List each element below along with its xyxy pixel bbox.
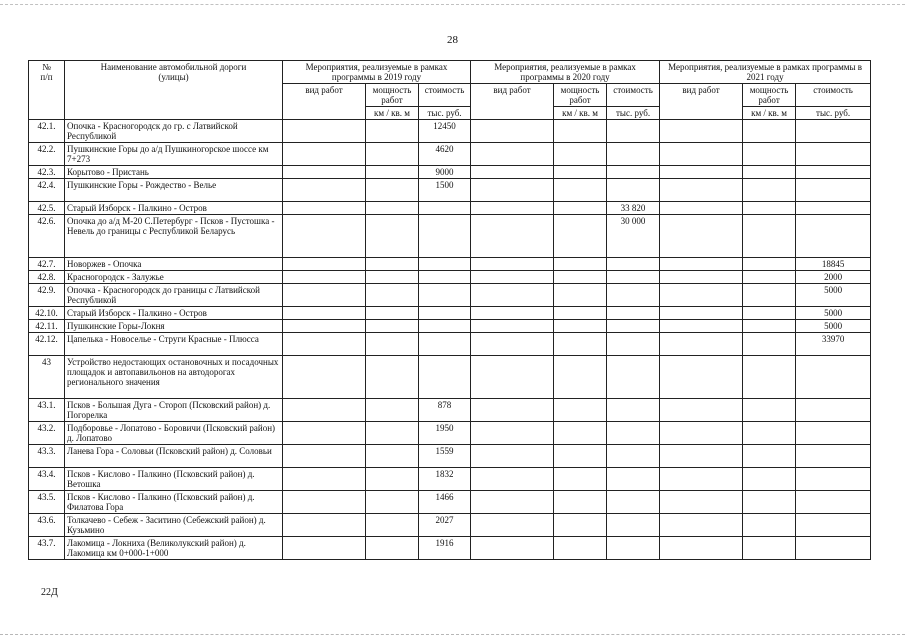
scan-edge-bottom [0, 634, 905, 635]
cell-cost-2020 [607, 179, 660, 202]
table-row [29, 422, 871, 445]
cell-capacity-2019 [366, 399, 419, 422]
cell-road-name: Новоржев - Опочка [65, 258, 283, 271]
unit-cost-2019: тыс. руб. [419, 107, 471, 120]
cell-capacity-2019 [366, 258, 419, 271]
cell-cost-2021 [796, 468, 871, 491]
cell-work-type-2020 [471, 333, 554, 356]
cell-road-name: Старый Изборск - Палкино - Остров [65, 307, 283, 320]
cell-capacity-2021 [743, 491, 796, 514]
cell-num: 43.3. [29, 445, 65, 468]
cell-cost-2019: 1466 [419, 491, 471, 514]
cell-capacity-2021 [743, 166, 796, 179]
cell-cost-2021 [796, 514, 871, 537]
table-row [29, 143, 871, 166]
cell-work-type-2021 [660, 445, 743, 468]
cell-road-name: Толкачево - Себеж - Заситино (Себежский район) д. Кузьмино [65, 514, 283, 537]
header-cost-2021: стоимость [796, 84, 871, 107]
cell-cost-2019: 1832 [419, 468, 471, 491]
table-row [29, 399, 871, 422]
cell-cost-2019 [419, 307, 471, 320]
cell-cost-2021 [796, 202, 871, 215]
cell-road-name: Корытово - Пристань [65, 166, 283, 179]
cell-road-name: Псков - Большая Дуга - Стороп (Псковский район) д. Погорелка [65, 399, 283, 422]
cell-work-type-2020 [471, 356, 554, 399]
cell-capacity-2021 [743, 202, 796, 215]
cell-work-type-2020 [471, 143, 554, 166]
cell-road-name: Опочка - Красногородск до гр. с Латвийской Республикой [65, 120, 283, 143]
cell-num: 43.7. [29, 537, 65, 560]
cell-cost-2020 [607, 445, 660, 468]
cell-cost-2020 [607, 284, 660, 307]
cell-cost-2021 [796, 179, 871, 202]
cell-capacity-2021 [743, 215, 796, 258]
table-row [29, 271, 871, 284]
cell-work-type-2021 [660, 202, 743, 215]
cell-capacity-2019 [366, 215, 419, 258]
header-group-2019: Мероприятия, реализуемые в рамках программы в 2019 году [283, 61, 471, 84]
cell-work-type-2020 [471, 271, 554, 284]
cell-cost-2021 [796, 445, 871, 468]
cell-road-name: Красногородск - Залужье [65, 271, 283, 284]
cell-capacity-2019 [366, 468, 419, 491]
cell-work-type-2019 [283, 202, 366, 215]
cell-capacity-2020 [554, 399, 607, 422]
cell-road-name: Пушкинские Горы - Рождество - Велье [65, 179, 283, 202]
cell-cost-2021: 5000 [796, 320, 871, 333]
cell-capacity-2019 [366, 307, 419, 320]
cell-work-type-2019 [283, 356, 366, 399]
unit-capacity-2019: км / кв. м [366, 107, 419, 120]
header-work-type-2019: вид работ [283, 84, 366, 120]
cell-cost-2019: 1916 [419, 537, 471, 560]
cell-work-type-2019 [283, 307, 366, 320]
cell-num: 43.1. [29, 399, 65, 422]
cell-cost-2020 [607, 271, 660, 284]
cell-cost-2019: 878 [419, 399, 471, 422]
cell-cost-2020 [607, 356, 660, 399]
cell-road-name: Подборовье - Лопатово - Боровичи (Псковский район) д. Лопатово [65, 422, 283, 445]
cell-road-name: Опочка до а/д М-20 С.Петербург - Псков - Пустошка - Невель до границы с Республикой Беларусь [65, 215, 283, 258]
cell-cost-2021 [796, 143, 871, 166]
cell-capacity-2021 [743, 258, 796, 271]
cell-num: 42.5. [29, 202, 65, 215]
cell-work-type-2019 [283, 320, 366, 333]
cell-road-name: Псков - Кислово - Палкино (Псковский район) д. Филатова Гора [65, 491, 283, 514]
cell-num: 42.9. [29, 284, 65, 307]
cell-work-type-2021 [660, 215, 743, 258]
cell-capacity-2020 [554, 271, 607, 284]
cell-cost-2019 [419, 202, 471, 215]
cell-work-type-2020 [471, 166, 554, 179]
cell-cost-2021 [796, 215, 871, 258]
cell-work-type-2020 [471, 399, 554, 422]
cell-capacity-2020 [554, 320, 607, 333]
header-work-type-2020: вид работ [471, 84, 554, 120]
cell-cost-2020 [607, 537, 660, 560]
cell-work-type-2021 [660, 307, 743, 320]
cell-capacity-2021 [743, 356, 796, 399]
cell-work-type-2019 [283, 166, 366, 179]
header-capacity-2020: мощность работ [554, 84, 607, 107]
cell-capacity-2020 [554, 468, 607, 491]
cell-work-type-2019 [283, 284, 366, 307]
cell-num: 42.2. [29, 143, 65, 166]
cell-work-type-2019 [283, 271, 366, 284]
cell-work-type-2021 [660, 258, 743, 271]
cell-road-name: Псков - Кислово - Палкино (Псковский район) д. Ветошка [65, 468, 283, 491]
cell-work-type-2019 [283, 514, 366, 537]
cell-work-type-2020 [471, 537, 554, 560]
cell-capacity-2019 [366, 120, 419, 143]
cell-capacity-2020 [554, 258, 607, 271]
cell-capacity-2019 [366, 179, 419, 202]
cell-road-name: Ланева Гора - Соловьи (Псковский район) д. Соловьи [65, 445, 283, 468]
cell-capacity-2020 [554, 356, 607, 399]
cell-capacity-2020 [554, 202, 607, 215]
cell-work-type-2021 [660, 166, 743, 179]
cell-capacity-2021 [743, 422, 796, 445]
cell-num: 43.4. [29, 468, 65, 491]
cell-capacity-2021 [743, 333, 796, 356]
table-row [29, 284, 871, 307]
cell-num: 42.12. [29, 333, 65, 356]
header-group-2021: Мероприятия, реализуемые в рамках программы в 2021 году [660, 61, 871, 84]
cell-num: 42.6. [29, 215, 65, 258]
unit-cost-2021: тыс. руб. [796, 107, 871, 120]
cell-capacity-2021 [743, 307, 796, 320]
table-body [29, 120, 871, 560]
table-row [29, 537, 871, 560]
cell-capacity-2019 [366, 320, 419, 333]
cell-capacity-2021 [743, 399, 796, 422]
cell-road-name: Лакомица - Локниха (Великолукский район) д. Лакомица км 0+000-1+000 [65, 537, 283, 560]
cell-capacity-2020 [554, 422, 607, 445]
page-number: 28 [447, 34, 458, 46]
cell-work-type-2021 [660, 271, 743, 284]
header-row-groups [29, 61, 871, 84]
cell-capacity-2019 [366, 271, 419, 284]
cell-cost-2019: 9000 [419, 166, 471, 179]
cell-road-name: Цапелька - Новоселье - Струги Красные - Плюсса [65, 333, 283, 356]
cell-cost-2021: 2000 [796, 271, 871, 284]
cell-work-type-2020 [471, 445, 554, 468]
cell-work-type-2021 [660, 333, 743, 356]
cell-capacity-2020 [554, 514, 607, 537]
cell-road-name: Пушкинские Горы до а/д Пушкиногорское шоссе км 7+273 [65, 143, 283, 166]
cell-cost-2020: 30 000 [607, 215, 660, 258]
cell-cost-2021 [796, 356, 871, 399]
cell-cost-2021: 5000 [796, 284, 871, 307]
cell-cost-2020 [607, 514, 660, 537]
header-road-name: Наименование автомобильной дороги (улицы) [65, 61, 283, 120]
cell-capacity-2019 [366, 514, 419, 537]
cell-cost-2020: 33 820 [607, 202, 660, 215]
cell-num: 43.5. [29, 491, 65, 514]
cell-road-name: Пушкинские Горы-Локня [65, 320, 283, 333]
cell-cost-2020 [607, 422, 660, 445]
header-num: № п/п [29, 61, 65, 120]
cell-work-type-2019 [283, 333, 366, 356]
cell-work-type-2020 [471, 120, 554, 143]
cell-work-type-2019 [283, 445, 366, 468]
cell-work-type-2021 [660, 537, 743, 560]
unit-cost-2020: тыс. руб. [607, 107, 660, 120]
cell-capacity-2020 [554, 215, 607, 258]
cell-work-type-2021 [660, 179, 743, 202]
cell-work-type-2021 [660, 143, 743, 166]
cell-capacity-2021 [743, 445, 796, 468]
cell-cost-2019 [419, 258, 471, 271]
cell-work-type-2021 [660, 320, 743, 333]
cell-work-type-2020 [471, 491, 554, 514]
cell-work-type-2019 [283, 258, 366, 271]
cell-work-type-2020 [471, 284, 554, 307]
table-row [29, 491, 871, 514]
table-row [29, 215, 871, 258]
cell-road-name: Устройство недостающих остановочных и посадочных площадок и автопавильонов на автодорогах регионального значения [65, 356, 283, 399]
cell-work-type-2019 [283, 537, 366, 560]
cell-num: 42.10. [29, 307, 65, 320]
cell-capacity-2020 [554, 166, 607, 179]
scan-edge-top [0, 4, 905, 5]
cell-work-type-2019 [283, 179, 366, 202]
cell-cost-2019: 2027 [419, 514, 471, 537]
cell-capacity-2019 [366, 202, 419, 215]
cell-capacity-2021 [743, 284, 796, 307]
cell-capacity-2020 [554, 120, 607, 143]
cell-num: 42.7. [29, 258, 65, 271]
cell-work-type-2019 [283, 422, 366, 445]
cell-cost-2020 [607, 120, 660, 143]
cell-cost-2020 [607, 166, 660, 179]
cell-cost-2021 [796, 399, 871, 422]
cell-cost-2019 [419, 215, 471, 258]
table-row [29, 120, 871, 143]
table-row [29, 179, 871, 202]
cell-cost-2020 [607, 307, 660, 320]
cell-work-type-2019 [283, 215, 366, 258]
cell-capacity-2019 [366, 284, 419, 307]
table-row [29, 166, 871, 179]
cell-capacity-2020 [554, 307, 607, 320]
cell-work-type-2020 [471, 514, 554, 537]
cell-cost-2019: 1950 [419, 422, 471, 445]
cell-capacity-2019 [366, 143, 419, 166]
cell-cost-2019: 1500 [419, 179, 471, 202]
cell-capacity-2020 [554, 491, 607, 514]
header-capacity-2021: мощность работ [743, 84, 796, 107]
cell-capacity-2020 [554, 284, 607, 307]
cell-cost-2021 [796, 422, 871, 445]
cell-work-type-2020 [471, 215, 554, 258]
cell-cost-2021: 18845 [796, 258, 871, 271]
cell-cost-2020 [607, 399, 660, 422]
header-work-type-2021: вид работ [660, 84, 743, 120]
cell-work-type-2020 [471, 422, 554, 445]
cell-cost-2019 [419, 333, 471, 356]
cell-capacity-2019 [366, 356, 419, 399]
cell-work-type-2020 [471, 307, 554, 320]
cell-cost-2021 [796, 491, 871, 514]
cell-capacity-2021 [743, 271, 796, 284]
cell-work-type-2020 [471, 320, 554, 333]
cell-work-type-2020 [471, 468, 554, 491]
header-cost-2020: стоимость [607, 84, 660, 107]
cell-cost-2020 [607, 320, 660, 333]
cell-work-type-2021 [660, 468, 743, 491]
roads-table [28, 60, 871, 560]
cell-cost-2019: 1559 [419, 445, 471, 468]
cell-num: 42.11. [29, 320, 65, 333]
cell-num: 42.4. [29, 179, 65, 202]
table-row [29, 356, 871, 399]
header-capacity-2019: мощность работ [366, 84, 419, 107]
table-row [29, 333, 871, 356]
cell-road-name: Старый Изборск - Палкино - Остров [65, 202, 283, 215]
table-row [29, 468, 871, 491]
unit-capacity-2021: км / кв. м [743, 107, 796, 120]
table-row [29, 514, 871, 537]
cell-work-type-2021 [660, 284, 743, 307]
cell-capacity-2021 [743, 179, 796, 202]
header-cost-2019: стоимость [419, 84, 471, 107]
table-row [29, 258, 871, 271]
cell-capacity-2020 [554, 143, 607, 166]
table-row [29, 320, 871, 333]
cell-capacity-2020 [554, 333, 607, 356]
cell-work-type-2020 [471, 258, 554, 271]
cell-work-type-2019 [283, 491, 366, 514]
cell-capacity-2021 [743, 468, 796, 491]
cell-capacity-2020 [554, 537, 607, 560]
cell-capacity-2021 [743, 120, 796, 143]
footer-code: 22Д [41, 587, 58, 598]
cell-capacity-2020 [554, 179, 607, 202]
cell-capacity-2021 [743, 143, 796, 166]
cell-capacity-2021 [743, 514, 796, 537]
cell-cost-2020 [607, 468, 660, 491]
cell-cost-2021: 33970 [796, 333, 871, 356]
cell-num: 42.8. [29, 271, 65, 284]
cell-cost-2020 [607, 333, 660, 356]
cell-capacity-2019 [366, 166, 419, 179]
table-row [29, 202, 871, 215]
cell-cost-2021 [796, 120, 871, 143]
cell-num: 42.3. [29, 166, 65, 179]
cell-cost-2021 [796, 166, 871, 179]
cell-cost-2020 [607, 491, 660, 514]
cell-cost-2021 [796, 537, 871, 560]
unit-capacity-2020: км / кв. м [554, 107, 607, 120]
cell-work-type-2019 [283, 468, 366, 491]
cell-capacity-2019 [366, 422, 419, 445]
cell-cost-2019 [419, 320, 471, 333]
cell-num: 43.2. [29, 422, 65, 445]
table-row [29, 445, 871, 468]
header-group-2020: Мероприятия, реализуемые в рамках программы в 2020 году [471, 61, 660, 84]
cell-cost-2019 [419, 271, 471, 284]
cell-work-type-2021 [660, 399, 743, 422]
cell-capacity-2019 [366, 537, 419, 560]
cell-road-name: Опочка - Красногородск до границы с Латвийской Республикой [65, 284, 283, 307]
cell-work-type-2019 [283, 143, 366, 166]
cell-work-type-2020 [471, 202, 554, 215]
cell-work-type-2021 [660, 120, 743, 143]
cell-work-type-2021 [660, 514, 743, 537]
cell-cost-2020 [607, 143, 660, 166]
cell-num: 43 [29, 356, 65, 399]
cell-capacity-2019 [366, 491, 419, 514]
cell-cost-2019: 4620 [419, 143, 471, 166]
cell-work-type-2019 [283, 120, 366, 143]
cell-capacity-2021 [743, 320, 796, 333]
cell-cost-2021: 5000 [796, 307, 871, 320]
cell-cost-2019 [419, 284, 471, 307]
cell-capacity-2021 [743, 537, 796, 560]
cell-work-type-2019 [283, 399, 366, 422]
cell-work-type-2021 [660, 491, 743, 514]
cell-cost-2019: 12450 [419, 120, 471, 143]
cell-work-type-2021 [660, 422, 743, 445]
cell-cost-2020 [607, 258, 660, 271]
cell-work-type-2020 [471, 179, 554, 202]
cell-num: 42.1. [29, 120, 65, 143]
cell-num: 43.6. [29, 514, 65, 537]
cell-capacity-2019 [366, 333, 419, 356]
table-row [29, 307, 871, 320]
cell-capacity-2020 [554, 445, 607, 468]
cell-work-type-2021 [660, 356, 743, 399]
cell-cost-2019 [419, 356, 471, 399]
cell-capacity-2019 [366, 445, 419, 468]
